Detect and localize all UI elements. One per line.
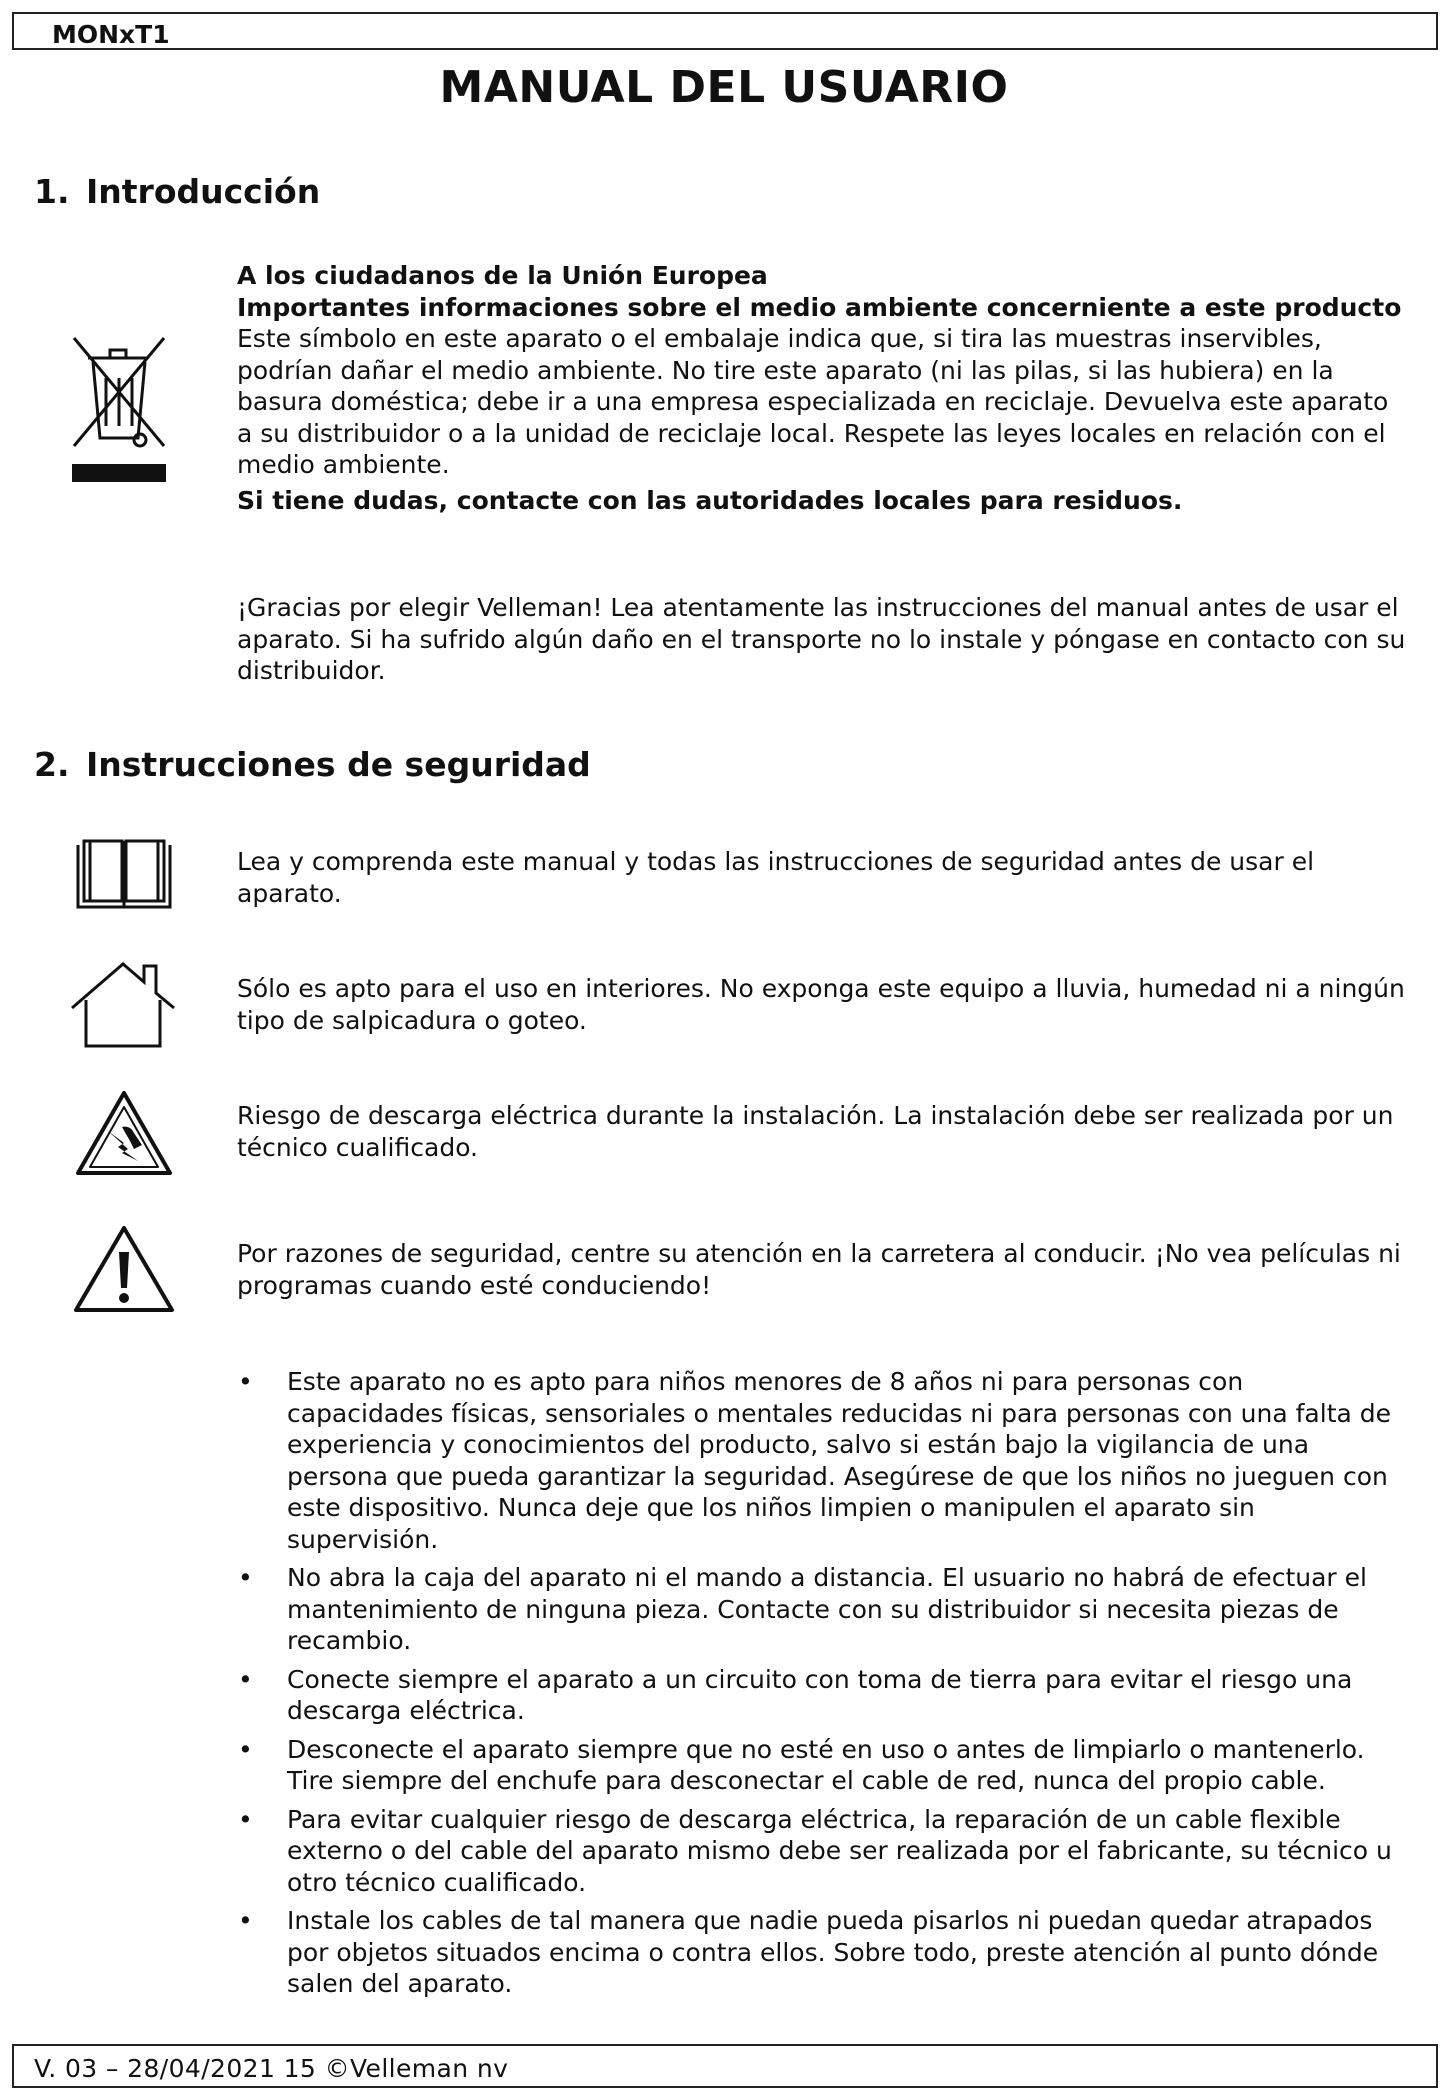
- eu-notice-contact: Si tiene dudas, contacte con las autoridades locales para residuos.: [237, 485, 1183, 515]
- footer-box: [12, 2044, 1438, 2088]
- crossed-out-wheelie-bin-icon: [66, 328, 176, 483]
- bullet-symbol: •: [238, 1563, 253, 1592]
- electric-shock-warning-icon: [72, 1087, 176, 1179]
- safety-item-4: [237, 1238, 1407, 1301]
- bullet-symbol: •: [238, 1804, 253, 1834]
- section-2-number: 2.: [34, 745, 70, 784]
- bullet-text: Para evitar cualquier riesgo de descarga eléctrica, la reparación de un cable flexible externo o del cable del aparato mismo debe ser realizada por el fabricante, su técnico u otro técnico cualificado.: [287, 1804, 1392, 1897]
- section-2-heading: [34, 745, 591, 784]
- safety-text-4: Por razones de seguridad, centre su atención en la carretera al conducir. ¡No vea películas ni programas cuando esté conduciendo!: [237, 1239, 1401, 1300]
- list-item: [232, 1905, 1407, 2000]
- list-item: [232, 1734, 1407, 1797]
- list-item: [232, 1562, 1407, 1657]
- eu-notice-body: Este símbolo en este aparato o el embalaje indica que, si tira las muestras inservibles, podrían dañar el medio ambiente. No tire este aparato (ni las pilas, si las hubiera) en la basura doméstica; debe ir a una empresa especializada en reciclaje. Devuelva este aparato a su distribuidor o a la unidad de reciclaje local. Respete las leyes locales en relación con el medio ambiente.: [237, 324, 1389, 479]
- bullet-symbol: •: [238, 1664, 253, 1694]
- footer-text: V. 03 – 28/04/2021 15 ©Velleman nv: [34, 2054, 509, 2083]
- section-1-heading: [34, 172, 320, 211]
- book-icon: [72, 835, 176, 915]
- safety-text-1: Lea y comprenda este manual y todas las instrucciones de seguridad antes de usar el aparato.: [237, 847, 1315, 908]
- eu-notice-line1: A los ciudadanos de la Unión Europea: [237, 261, 768, 290]
- section-1-title: Introducción: [86, 172, 321, 211]
- list-item: [232, 1366, 1407, 1555]
- bullet-text: Desconecte el aparato siempre que no esté en uso o antes de limpiarlo o mantenerlo. Tire siempre del enchufe para desconectar el cable de red, nunca del propio cable.: [287, 1734, 1365, 1795]
- section-2-title: Instrucciones de seguridad: [86, 745, 591, 784]
- safety-item-1: [237, 846, 1407, 909]
- bullet-symbol: •: [238, 1367, 253, 1396]
- bullet-symbol: •: [238, 1734, 253, 1764]
- eu-notice-line2: Importantes informaciones sobre el medio ambiente concerniente a este producto: [237, 292, 1402, 322]
- thanks-paragraph: [237, 592, 1407, 687]
- document-title: MANUAL DEL USUARIO: [439, 62, 1009, 113]
- bullet-text: Conecte siempre el aparato a un circuito con toma de tierra para evitar el riesgo una descarga eléctrica.: [287, 1664, 1353, 1725]
- safety-item-2: [237, 973, 1407, 1036]
- section-1-number: 1.: [34, 172, 70, 211]
- safety-text-3: Riesgo de descarga eléctrica durante la instalación. La instalación debe ser realizada por un técnico cualificado.: [237, 1101, 1394, 1162]
- list-item: [232, 1804, 1407, 1899]
- bullet-text: No abra la caja del aparato ni el mando a distancia. El usuario no habrá de efectuar el mantenimiento de ninguna pieza. Contacte con su distribuidor si necesita piezas de recambio.: [287, 1563, 1367, 1655]
- bullet-text: Este aparato no es apto para niños menores de 8 años ni para personas con capacidades físicas, sensoriales o mentales reducidas ni para personas con una falta de experiencia y conocimientos del producto, salvo si están bajo la vigilancia de una persona que pueda garantizar la seguridad. Asegúrese de que los niños no jueguen con este dispositivo. Nunca deje que los niños limpien o manipulen el aparato sin supervisión.: [287, 1367, 1392, 1554]
- eu-notice: [237, 260, 1407, 516]
- house-icon: [68, 958, 178, 1050]
- thanks-text: ¡Gracias por elegir Velleman! Lea atentamente las instrucciones del manual antes de usar el aparato. Si ha sufrido algún daño en el transporte no lo instale y póngase en contacto con su distribuidor.: [237, 593, 1406, 685]
- bullet-symbol: •: [238, 1906, 253, 1935]
- header-box: [12, 12, 1438, 50]
- exclamation-warning-icon: [70, 1222, 178, 1316]
- safety-item-3: [237, 1100, 1407, 1163]
- model-name: MONxT1: [52, 20, 170, 49]
- list-item: [232, 1664, 1407, 1727]
- bullet-text: Instale los cables de tal manera que nadie pueda pisarlos ni puedan quedar atrapados por objetos situados encima o contra ellos. Sobre todo, preste atención al punto dónde salen del aparato.: [287, 1906, 1379, 1998]
- safety-text-2: Sólo es apto para el uso en interiores. No exponga este equipo a lluvia, humedad ni a ningún tipo de salpicadura o goteo.: [237, 974, 1405, 1035]
- safety-bullet-list: [232, 1366, 1407, 2007]
